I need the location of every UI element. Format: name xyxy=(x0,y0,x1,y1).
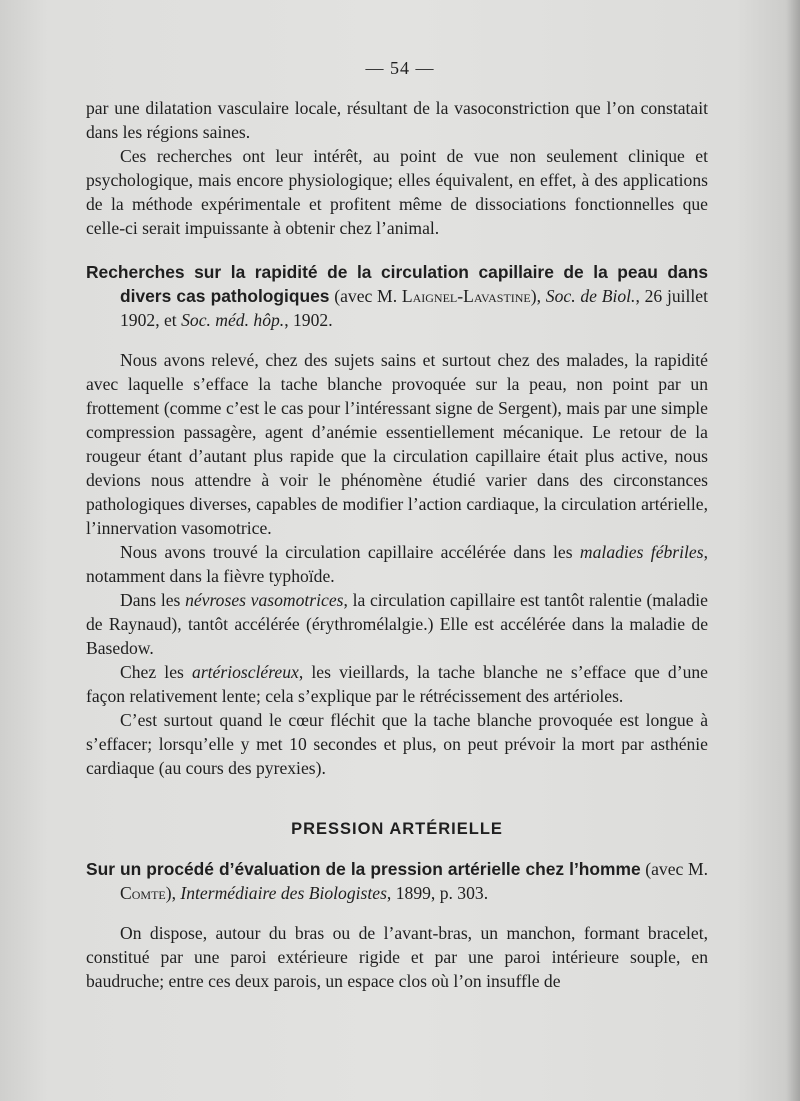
bibliography-entry-circulation xyxy=(86,260,708,332)
entry-title: Sur un procédé d’évaluation de la pression artérielle chez l’homme xyxy=(86,859,641,879)
section-heading: PRESSION ARTÉRIELLE xyxy=(291,820,503,838)
page-edge-shadow xyxy=(786,0,800,1101)
paragraph-interest: Ces recherches ont leur intérêt, au point de vue non seulement clinique et psychologique, mais encore physiologique; elles équivalent, en effet, à des applications de la méthode expérimentale et profitent même de dissociations fonctionnelles que celle-ci serait impuissante à obtenir chez l’animal. xyxy=(86,146,708,238)
paragraph-fevers: Nous avons trouvé la circulation capillaire accélérée dans les maladies fébriles, notamment dans la fièvre typhoïde. xyxy=(86,542,708,586)
citation-text: ), xyxy=(165,883,181,903)
citation-text: (avec M. xyxy=(329,286,402,306)
paragraph-findings: Nous avons relevé, chez des sujets sains et surtout chez des malades, la rapidité avec laquelle s’efface la tache blanche provoquée sur la peau, non point par un frottement (comme c’est le cas pour l’intéressant signe de Sergent), mais par une simple compression passagère, agent d’anémie essentiellement mécanique. Le retour de la rougeur étant d’autant plus rapide que la circulation capillaire était plus active, nous devions nous attendre à voir le phénomène étudié varier dans des circonstances pathologiques diverses, capables de modifier l’action cardiaque, la circulation artérielle, l’innervation vasomotrice. xyxy=(86,350,708,538)
paragraph-procedure: On dispose, autour du bras ou de l’avant-bras, un manchon, formant bracelet, constitué par une paroi extérieure rigide et par une paroi intérieure souple, en baudruche; entre ces deux parois, un espace clos où l’on insuffle de xyxy=(86,923,708,991)
page-content xyxy=(86,96,708,993)
bibliography-entry-pressure xyxy=(86,857,708,905)
citation-text: (avec M. xyxy=(640,859,708,879)
entry-title: Recherches sur la rapidité de la circulation capillaire de la peau dans divers cas pathologiques xyxy=(86,262,708,306)
citation-date: , 1899, p. 303. xyxy=(386,883,489,903)
paragraph-continued: par une dilatation vasculaire locale, résultant de la vasoconstriction que l’on constatait dans les régions saines. xyxy=(86,98,708,142)
journal-name: Intermédiaire des Biologistes xyxy=(180,883,387,903)
paragraph-heart: C’est surtout quand le cœur fléchit que la tache blanche provoquée est longue à s’effacer; lorsqu’elle y met 10 secondes et plus, on peut prévoir la mort par asthénie cardiaque (au cours des pyrexies). xyxy=(86,710,708,778)
co-author: Comte xyxy=(120,883,166,903)
journal-name: Soc. de Biol. xyxy=(545,286,636,306)
page-number: — 54 — xyxy=(365,58,435,78)
co-author: Laignel-Lavastine xyxy=(401,286,531,306)
paragraph-arteriosclerosis: Chez les artérioscléreux, les vieillards, la tache blanche ne s’efface que d’une façon relativement lente; cela s’explique par le rétrécissement des artérioles. xyxy=(86,662,708,706)
paragraph-neuroses: Dans les névroses vasomotrices, la circulation capillaire est tantôt ralentie (maladie de Raynaud), tantôt accélérée (érythromélalgie.) Elle est accélérée dans la maladie de Basedow. xyxy=(86,590,708,658)
journal-name: Soc. méd. hôp. xyxy=(181,310,285,330)
citation-text: ), xyxy=(530,286,546,306)
citation-date: , 1902. xyxy=(284,310,333,330)
citation-date: , 26 juillet 1902, et xyxy=(120,286,708,330)
